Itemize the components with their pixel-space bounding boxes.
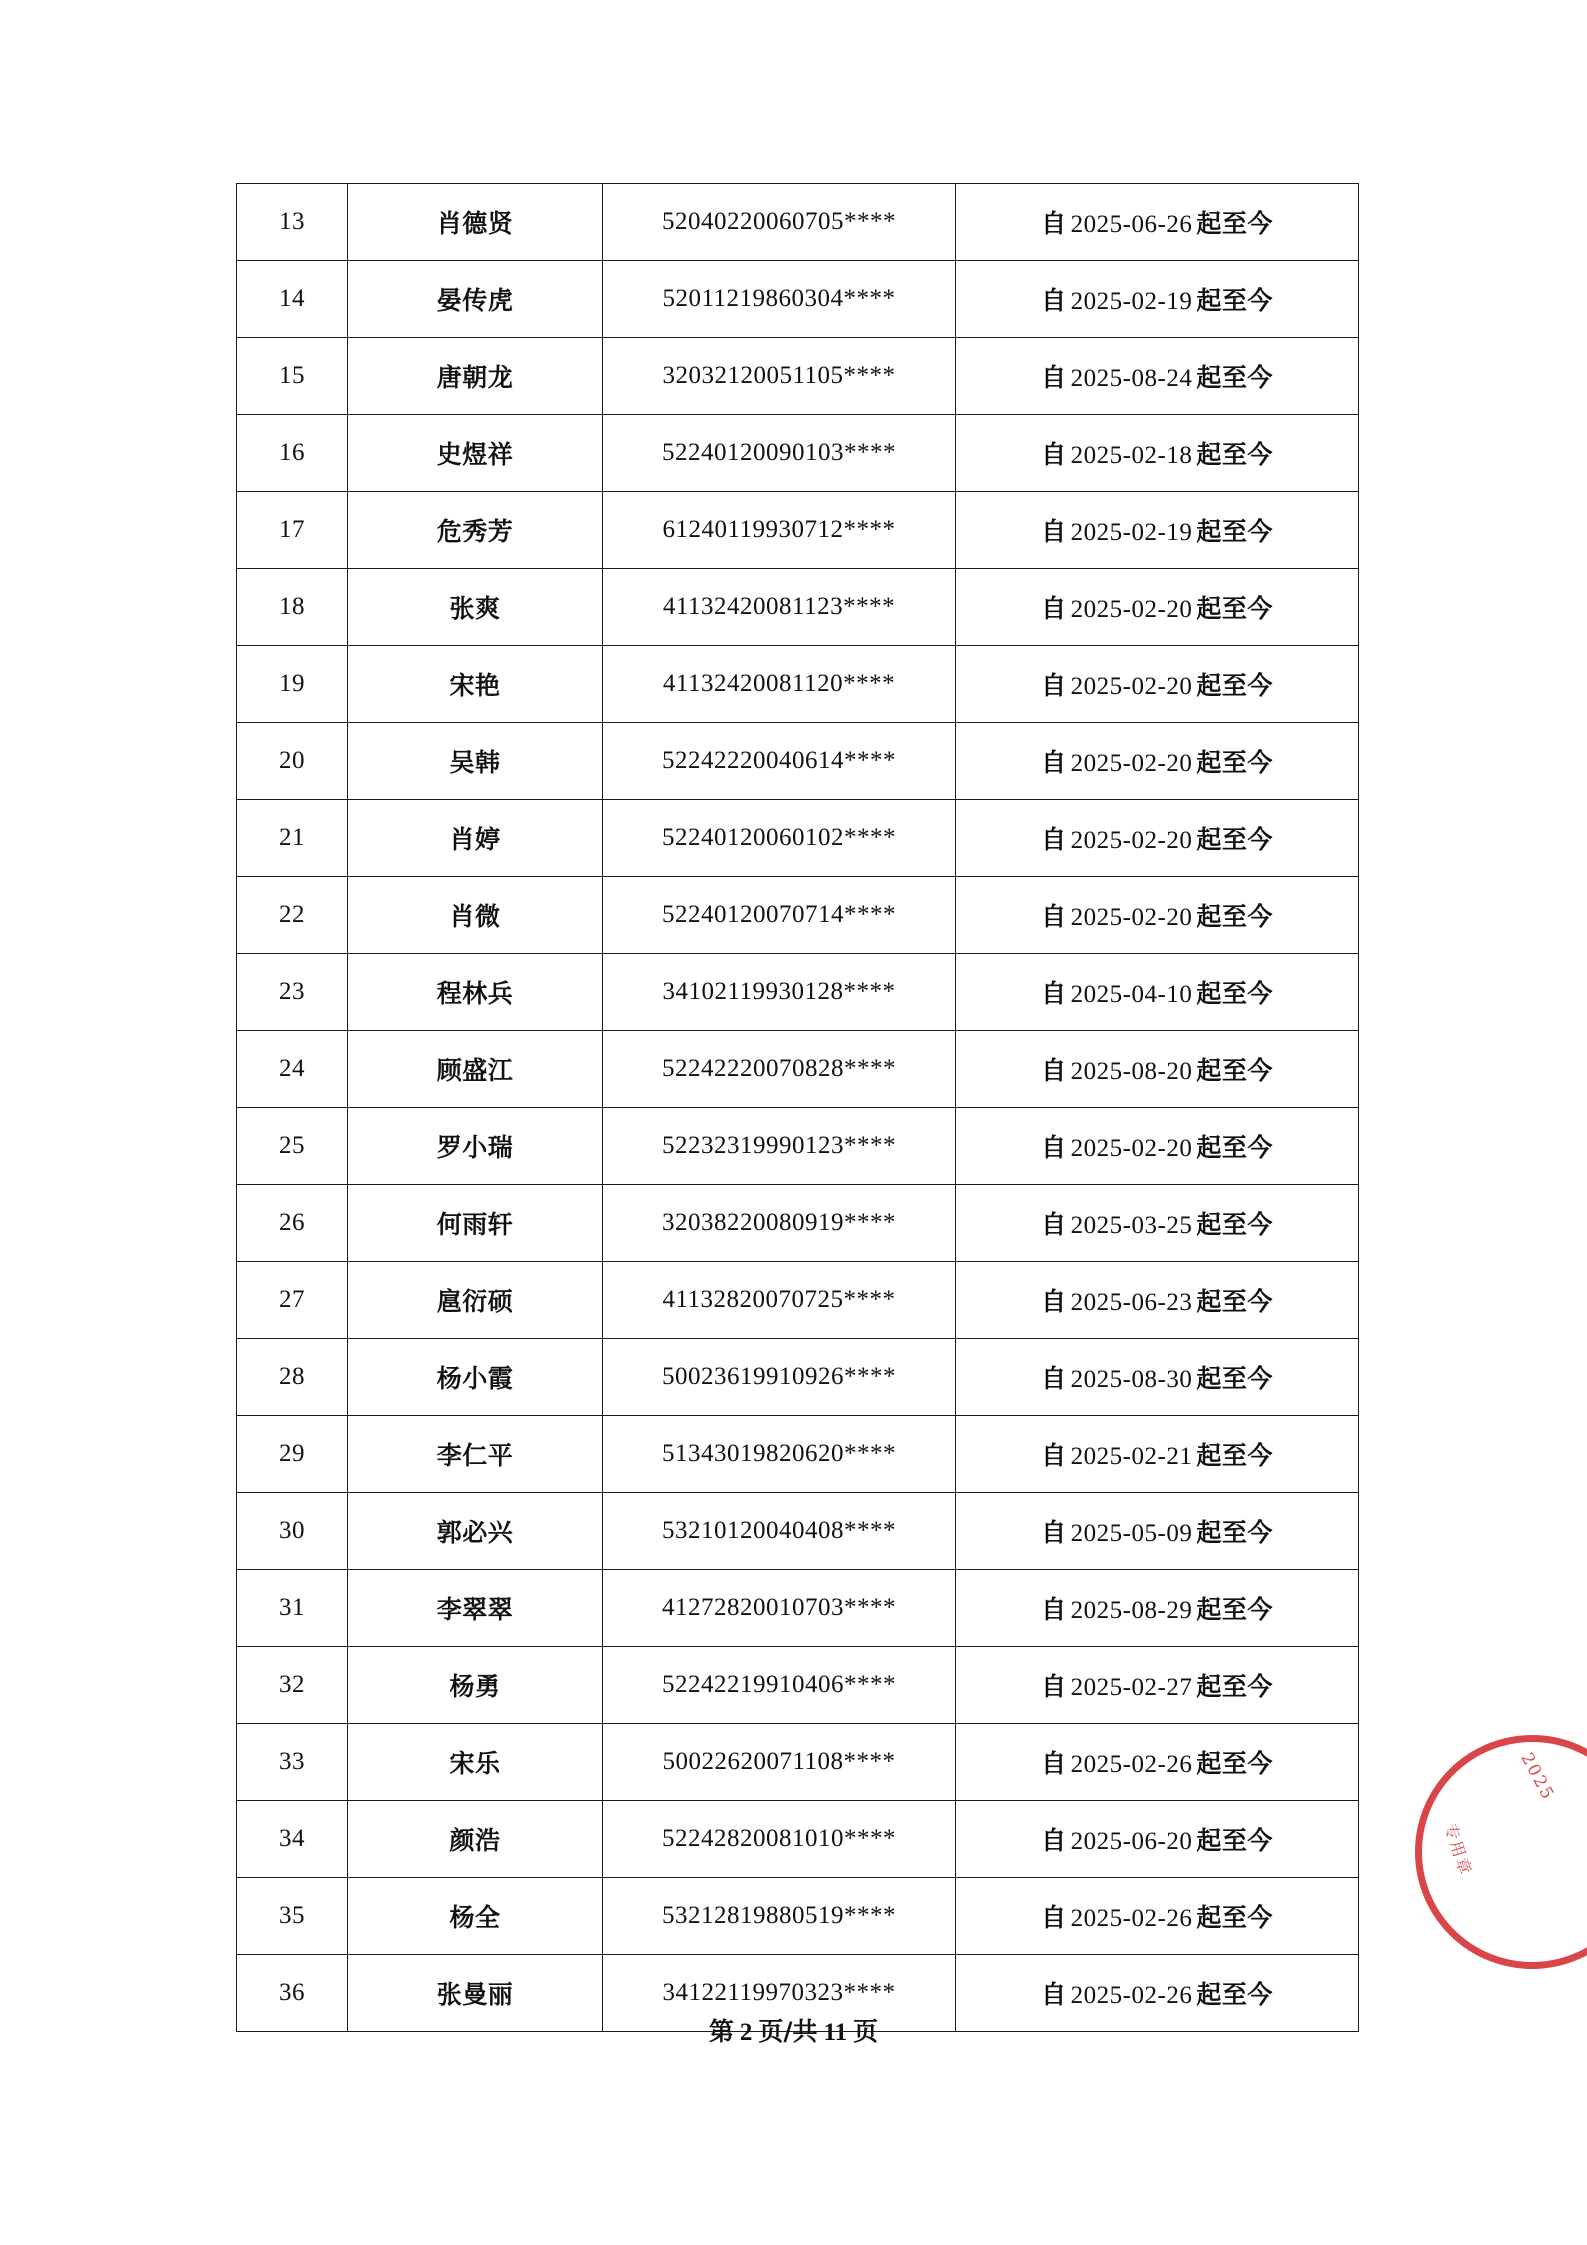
row-id-number: 61240119930712**** xyxy=(603,492,956,569)
row-index: 17 xyxy=(237,492,348,569)
row-name: 颜浩 xyxy=(348,1801,603,1878)
official-seal-stamp xyxy=(1415,1735,1587,1969)
table-row xyxy=(237,184,1359,261)
row-period xyxy=(956,646,1359,723)
row-period xyxy=(956,1493,1359,1570)
period-date: 2025-06-26 xyxy=(1070,211,1193,238)
row-index: 18 xyxy=(237,569,348,646)
row-period xyxy=(956,415,1359,492)
footer-prefix: 第 xyxy=(708,2017,734,2046)
row-id-number: 53210120040408**** xyxy=(603,1493,956,1570)
row-id-number: 41132420081123**** xyxy=(603,569,956,646)
period-suffix: 起至今 xyxy=(1196,1133,1273,1162)
period-prefix: 自 xyxy=(1041,1595,1067,1624)
period-suffix: 起至今 xyxy=(1196,1518,1273,1547)
period-date: 2025-08-20 xyxy=(1070,1058,1193,1085)
row-index: 13 xyxy=(237,184,348,261)
period-prefix: 自 xyxy=(1041,517,1067,546)
period-suffix: 起至今 xyxy=(1196,209,1273,238)
row-id-number: 52240120090103**** xyxy=(603,415,956,492)
period-prefix: 自 xyxy=(1041,1133,1067,1162)
period-date: 2025-02-21 xyxy=(1070,1443,1193,1470)
row-id-number: 32032120051105**** xyxy=(603,338,956,415)
row-id-number: 41132420081120**** xyxy=(603,646,956,723)
row-period xyxy=(956,184,1359,261)
period-prefix: 自 xyxy=(1041,1364,1067,1393)
row-id-number: 52011219860304**** xyxy=(603,261,956,338)
table-row xyxy=(237,338,1359,415)
row-id-number: 52242219910406**** xyxy=(603,1647,956,1724)
table-row xyxy=(237,954,1359,1031)
period-prefix: 自 xyxy=(1041,363,1067,392)
row-period xyxy=(956,954,1359,1031)
period-date: 2025-02-26 xyxy=(1070,1982,1193,2009)
period-date: 2025-02-19 xyxy=(1070,519,1193,546)
row-name: 李仁平 xyxy=(348,1416,603,1493)
table-row xyxy=(237,1647,1359,1724)
period-prefix: 自 xyxy=(1041,979,1067,1008)
roster-table-body xyxy=(237,184,1359,2032)
footer-total-pages: 11 xyxy=(823,2019,848,2046)
row-index: 16 xyxy=(237,415,348,492)
period-date: 2025-02-20 xyxy=(1070,596,1193,623)
footer-suffix: 页 xyxy=(853,2017,879,2046)
row-name: 宋艳 xyxy=(348,646,603,723)
row-period xyxy=(956,492,1359,569)
period-date: 2025-02-20 xyxy=(1070,1135,1193,1162)
row-id-number: 52232319990123**** xyxy=(603,1108,956,1185)
period-prefix: 自 xyxy=(1041,594,1067,623)
period-prefix: 自 xyxy=(1041,671,1067,700)
period-prefix: 自 xyxy=(1041,209,1067,238)
row-name: 郭必兴 xyxy=(348,1493,603,1570)
row-index: 33 xyxy=(237,1724,348,1801)
row-index: 26 xyxy=(237,1185,348,1262)
row-index: 31 xyxy=(237,1570,348,1647)
period-date: 2025-02-26 xyxy=(1070,1905,1193,1932)
period-prefix: 自 xyxy=(1041,440,1067,469)
period-suffix: 起至今 xyxy=(1196,594,1273,623)
table-row xyxy=(237,1339,1359,1416)
period-suffix: 起至今 xyxy=(1196,1672,1273,1701)
period-suffix: 起至今 xyxy=(1196,1980,1273,2009)
period-suffix: 起至今 xyxy=(1196,1056,1273,1085)
table-row xyxy=(237,1262,1359,1339)
row-period xyxy=(956,1262,1359,1339)
row-index: 32 xyxy=(237,1647,348,1724)
row-index: 34 xyxy=(237,1801,348,1878)
row-id-number: 51343019820620**** xyxy=(603,1416,956,1493)
period-prefix: 自 xyxy=(1041,1056,1067,1085)
row-name: 张爽 xyxy=(348,569,603,646)
row-period xyxy=(956,338,1359,415)
row-name: 杨全 xyxy=(348,1878,603,1955)
row-period xyxy=(956,569,1359,646)
row-index: 27 xyxy=(237,1262,348,1339)
row-period xyxy=(956,1724,1359,1801)
row-name: 晏传虎 xyxy=(348,261,603,338)
table-row xyxy=(237,261,1359,338)
period-date: 2025-08-24 xyxy=(1070,365,1193,392)
period-prefix: 自 xyxy=(1041,286,1067,315)
row-index: 15 xyxy=(237,338,348,415)
row-index: 24 xyxy=(237,1031,348,1108)
period-date: 2025-02-20 xyxy=(1070,750,1193,777)
row-period xyxy=(956,261,1359,338)
row-period xyxy=(956,1339,1359,1416)
period-date: 2025-02-26 xyxy=(1070,1751,1193,1778)
period-suffix: 起至今 xyxy=(1196,517,1273,546)
row-index: 35 xyxy=(237,1878,348,1955)
period-date: 2025-06-23 xyxy=(1070,1289,1193,1316)
table-row xyxy=(237,1493,1359,1570)
period-suffix: 起至今 xyxy=(1196,1826,1273,1855)
row-period xyxy=(956,1647,1359,1724)
period-prefix: 自 xyxy=(1041,1441,1067,1470)
row-id-number: 50022620071108**** xyxy=(603,1724,956,1801)
row-name: 何雨轩 xyxy=(348,1185,603,1262)
row-name: 杨勇 xyxy=(348,1647,603,1724)
footer-page-number: 2 xyxy=(739,2019,753,2046)
row-index: 23 xyxy=(237,954,348,1031)
period-suffix: 起至今 xyxy=(1196,286,1273,315)
period-date: 2025-02-20 xyxy=(1070,827,1193,854)
period-suffix: 起至今 xyxy=(1196,363,1273,392)
table-row xyxy=(237,1801,1359,1878)
row-index: 36 xyxy=(237,1955,348,2032)
row-name: 扈衍硕 xyxy=(348,1262,603,1339)
row-period xyxy=(956,1416,1359,1493)
period-suffix: 起至今 xyxy=(1196,1441,1273,1470)
period-suffix: 起至今 xyxy=(1196,1364,1273,1393)
footer-middle: 页/共 xyxy=(758,2017,818,2046)
row-id-number: 52242220070828**** xyxy=(603,1031,956,1108)
row-period xyxy=(956,1878,1359,1955)
row-index: 29 xyxy=(237,1416,348,1493)
table-row xyxy=(237,415,1359,492)
table-row xyxy=(237,1724,1359,1801)
period-date: 2025-02-20 xyxy=(1070,904,1193,931)
period-suffix: 起至今 xyxy=(1196,440,1273,469)
table-row xyxy=(237,800,1359,877)
period-suffix: 起至今 xyxy=(1196,1210,1273,1239)
period-suffix: 起至今 xyxy=(1196,825,1273,854)
row-period xyxy=(956,1801,1359,1878)
table-row xyxy=(237,1416,1359,1493)
table-row xyxy=(237,1031,1359,1108)
seal-text-bottom: 专用章 xyxy=(1440,1821,1476,1879)
row-name: 杨小霞 xyxy=(348,1339,603,1416)
roster-table-container xyxy=(236,183,1346,2032)
table-row xyxy=(237,877,1359,954)
period-suffix: 起至今 xyxy=(1196,979,1273,1008)
period-prefix: 自 xyxy=(1041,1980,1067,2009)
period-date: 2025-02-20 xyxy=(1070,673,1193,700)
row-name: 危秀芳 xyxy=(348,492,603,569)
period-date: 2025-02-19 xyxy=(1070,288,1193,315)
period-date: 2025-06-20 xyxy=(1070,1828,1193,1855)
period-suffix: 起至今 xyxy=(1196,748,1273,777)
row-name: 史煜祥 xyxy=(348,415,603,492)
row-name: 肖婷 xyxy=(348,800,603,877)
row-name: 顾盛江 xyxy=(348,1031,603,1108)
period-prefix: 自 xyxy=(1041,1210,1067,1239)
row-name: 吴韩 xyxy=(348,723,603,800)
row-period xyxy=(956,723,1359,800)
row-index: 21 xyxy=(237,800,348,877)
row-index: 19 xyxy=(237,646,348,723)
row-period xyxy=(956,1185,1359,1262)
period-date: 2025-08-29 xyxy=(1070,1597,1193,1624)
period-prefix: 自 xyxy=(1041,748,1067,777)
row-index: 14 xyxy=(237,261,348,338)
row-index: 28 xyxy=(237,1339,348,1416)
period-date: 2025-02-18 xyxy=(1070,442,1193,469)
period-date: 2025-08-30 xyxy=(1070,1366,1193,1393)
period-date: 2025-02-27 xyxy=(1070,1674,1193,1701)
row-index: 22 xyxy=(237,877,348,954)
row-id-number: 52240120070714**** xyxy=(603,877,956,954)
row-index: 20 xyxy=(237,723,348,800)
row-id-number: 32038220080919**** xyxy=(603,1185,956,1262)
row-id-number: 52242220040614**** xyxy=(603,723,956,800)
row-id-number: 41132820070725**** xyxy=(603,1262,956,1339)
period-date: 2025-04-10 xyxy=(1070,981,1193,1008)
period-prefix: 自 xyxy=(1041,1903,1067,1932)
period-prefix: 自 xyxy=(1041,1749,1067,1778)
row-id-number: 52240120060102**** xyxy=(603,800,956,877)
row-name: 张曼丽 xyxy=(348,1955,603,2032)
period-suffix: 起至今 xyxy=(1196,1903,1273,1932)
row-name: 肖德贤 xyxy=(348,184,603,261)
period-date: 2025-05-09 xyxy=(1070,1520,1193,1547)
period-suffix: 起至今 xyxy=(1196,1595,1273,1624)
row-period xyxy=(956,877,1359,954)
row-id-number: 34102119930128**** xyxy=(603,954,956,1031)
row-id-number: 53212819880519**** xyxy=(603,1878,956,1955)
row-name: 宋乐 xyxy=(348,1724,603,1801)
row-name: 肖微 xyxy=(348,877,603,954)
row-name: 罗小瑞 xyxy=(348,1108,603,1185)
row-name: 程林兵 xyxy=(348,954,603,1031)
table-row xyxy=(237,723,1359,800)
row-id-number: 34122119970323**** xyxy=(603,1955,956,2032)
row-name: 李翠翠 xyxy=(348,1570,603,1647)
table-row xyxy=(237,1878,1359,1955)
seal-text-top: 2025 xyxy=(1516,1749,1559,1805)
table-row xyxy=(237,569,1359,646)
page-footer xyxy=(0,2012,1587,2048)
period-prefix: 自 xyxy=(1041,1672,1067,1701)
table-row xyxy=(237,646,1359,723)
period-prefix: 自 xyxy=(1041,1518,1067,1547)
row-id-number: 50023619910926**** xyxy=(603,1339,956,1416)
period-prefix: 自 xyxy=(1041,1826,1067,1855)
table-row xyxy=(237,1108,1359,1185)
period-date: 2025-03-25 xyxy=(1070,1212,1193,1239)
period-suffix: 起至今 xyxy=(1196,1287,1273,1316)
row-period xyxy=(956,1570,1359,1647)
period-suffix: 起至今 xyxy=(1196,902,1273,931)
row-index: 25 xyxy=(237,1108,348,1185)
period-suffix: 起至今 xyxy=(1196,671,1273,700)
table-row xyxy=(237,492,1359,569)
row-period xyxy=(956,800,1359,877)
row-period xyxy=(956,1031,1359,1108)
row-index: 30 xyxy=(237,1493,348,1570)
row-id-number: 52040220060705**** xyxy=(603,184,956,261)
table-row xyxy=(237,1570,1359,1647)
period-prefix: 自 xyxy=(1041,902,1067,931)
roster-table xyxy=(236,183,1359,2032)
row-id-number: 41272820010703**** xyxy=(603,1570,956,1647)
row-name: 唐朝龙 xyxy=(348,338,603,415)
period-suffix: 起至今 xyxy=(1196,1749,1273,1778)
period-prefix: 自 xyxy=(1041,1287,1067,1316)
period-prefix: 自 xyxy=(1041,825,1067,854)
table-row xyxy=(237,1185,1359,1262)
row-period xyxy=(956,1108,1359,1185)
row-id-number: 52242820081010**** xyxy=(603,1801,956,1878)
